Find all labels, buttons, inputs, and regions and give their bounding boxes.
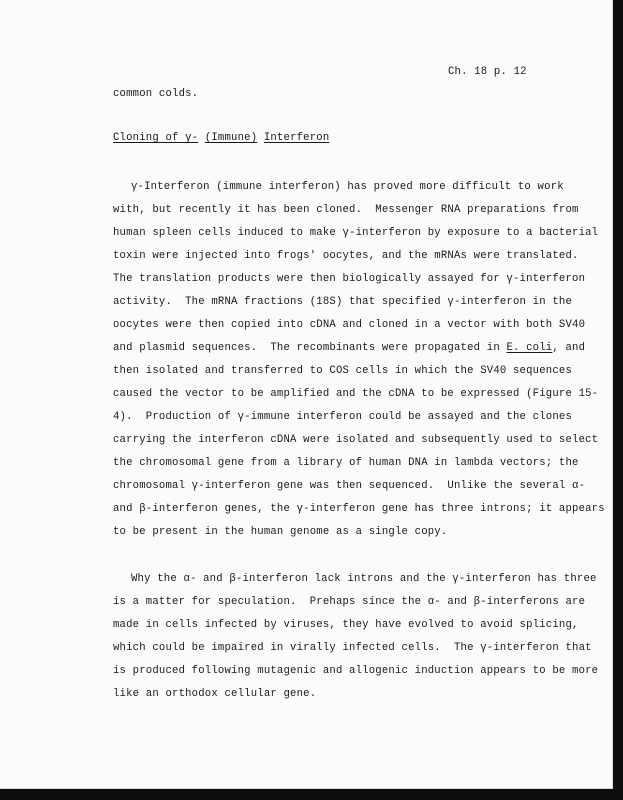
para1-line-12: carrying the interferon cDNA were isolated and subsequently used to select — [113, 434, 599, 446]
para1-line-8-tail: , and — [552, 342, 586, 354]
para1-line-9: then isolated and transferred to COS cells in which the SV40 sequences — [113, 365, 573, 377]
section-heading — [113, 132, 329, 145]
para1-line-2: with, but recently it has been cloned. Messenger RNA preparations from — [113, 204, 579, 216]
para1-line-13: the chromosomal gene from a library of human DNA in lambda vectors; the — [113, 457, 579, 469]
para1-line-4: toxin were injected into frogs' oocytes, and the mRNAs were translated. — [113, 250, 579, 262]
para2-line-1: Why the α- and β-interferon lack introns and the γ-interferon has three — [131, 573, 597, 585]
para1-line-7: oocytes were then copied into cDNA and cloned in a vector with both SV40 — [113, 319, 586, 331]
para1-line-14: chromosomal γ-interferon gene was then sequenced. Unlike the several α- — [113, 480, 586, 492]
ecoli-term: E. coli — [506, 342, 553, 354]
para2-line-5: is produced following mutagenic and allogenic induction appears to be more — [113, 665, 599, 677]
para1-line-10: caused the vector to be amplified and the cDNA to be expressed (Figure 15- — [113, 388, 599, 400]
heading-part-1: Cloning of γ- — [113, 132, 199, 144]
para1-line-5: The translation products were then biologically assayed for γ-interferon — [113, 273, 586, 285]
page-reference: Ch. 18 p. 12 — [448, 66, 527, 78]
para2-line-4: which could be impaired in virally infected cells. The γ-interferon that — [113, 642, 592, 654]
para1-line-8-text: and plasmid sequences. The recombinants were propagated in — [113, 342, 500, 354]
para1-line-8 — [113, 342, 585, 355]
para1-line-15: and β-interferon genes, the γ-interferon gene has three introns; it appears — [113, 503, 605, 515]
heading-part-2: (Immune) — [204, 132, 258, 144]
para2-line-2: is a matter for speculation. Prehaps since the α- and β-interferons are — [113, 596, 586, 608]
para2-line-6: like an orthodox cellular gene. — [113, 688, 317, 700]
para1-line-16: to be present in the human genome as a single copy. — [113, 526, 448, 538]
para1-line-3: human spleen cells induced to make γ-interferon by exposure to a bacterial — [113, 227, 599, 239]
para2-line-3: made in cells infected by viruses, they have evolved to avoid splicing, — [113, 619, 579, 631]
heading-part-3: Interferon — [263, 132, 330, 144]
para1-line-6: activity. The mRNA fractions (18S) that specified γ-interferon in the — [113, 296, 573, 308]
para1-line-11: 4). Production of γ-immune interferon could be assayed and the clones — [113, 411, 573, 423]
para1-line-1: γ-Interferon (immune interferon) has proved more difficult to work — [131, 181, 564, 193]
opening-line: common colds. — [113, 88, 199, 100]
